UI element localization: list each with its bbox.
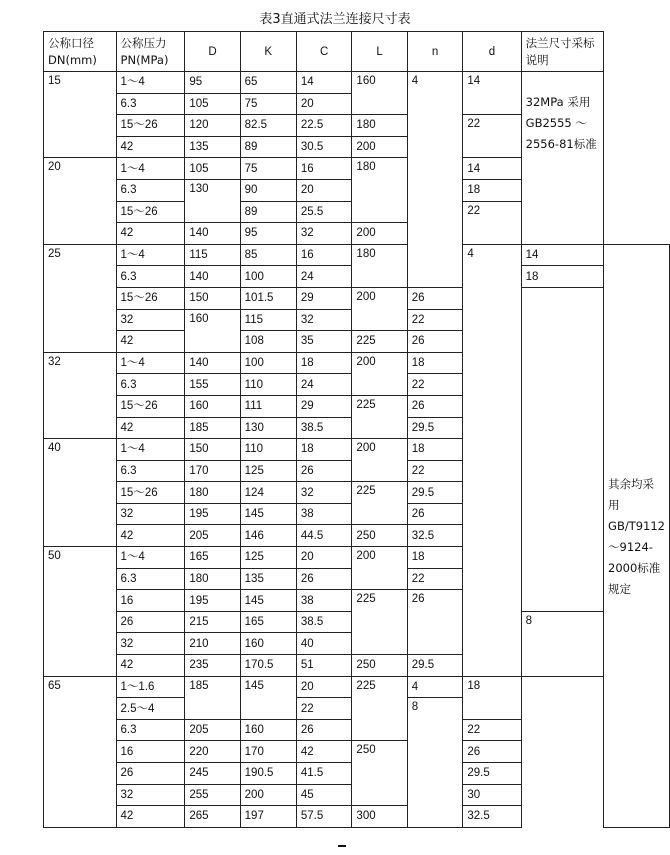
cell-pn: 6.3: [116, 719, 185, 741]
cell-K: 100: [240, 266, 296, 288]
table-row: [44, 525, 670, 547]
cell-pn: 42: [116, 806, 185, 828]
cell-pn: 42: [116, 417, 185, 439]
cell-D: 235: [185, 655, 240, 677]
cell-d: 29.5: [407, 417, 463, 439]
table-row: [44, 741, 670, 763]
cell-D: 265: [185, 806, 240, 828]
cell-C: 41.5: [296, 763, 352, 785]
cell-D: 170: [185, 460, 240, 482]
cell-K: 160: [240, 633, 296, 655]
cell-n: 4: [463, 244, 521, 676]
cell-D: 215: [185, 611, 240, 633]
cell-C: 44.5: [296, 525, 352, 547]
cell-D: 185: [185, 417, 240, 439]
cell-K: 101.5: [240, 287, 296, 309]
cell-C: 14: [296, 72, 352, 94]
cell-K: 75: [240, 93, 296, 115]
cell-C: 18: [296, 439, 352, 461]
cell-K: 145: [240, 676, 296, 719]
table-row: [44, 676, 670, 698]
cell-pn: 6.3: [116, 568, 185, 590]
cell-L: 180: [352, 115, 407, 137]
header-n: n: [407, 32, 463, 72]
cell-C: 40: [296, 633, 352, 655]
cell-C: 18: [296, 352, 352, 374]
cell-L: 225: [352, 676, 407, 741]
cell-n: 8: [521, 611, 603, 676]
table-row: [44, 547, 670, 569]
table-row: [44, 72, 670, 94]
cell-D: 180: [185, 568, 240, 590]
cell-d: 18: [463, 179, 521, 201]
cell-L: 180: [352, 158, 407, 223]
cell-D: 185: [185, 676, 240, 719]
cell-pn: 32: [116, 503, 185, 525]
cell-dn: 15: [44, 72, 117, 158]
cell-d: 29.5: [407, 482, 463, 504]
cell-C: 16: [296, 244, 352, 266]
cell-C: 22.5: [296, 115, 352, 137]
cell-C: 51: [296, 655, 352, 677]
cell-d: 22: [407, 309, 463, 331]
cell-d: 22: [463, 719, 521, 741]
cell-pn: 1～1.6: [116, 676, 185, 698]
cell-L: 200: [352, 352, 407, 395]
cell-C: 38.5: [296, 417, 352, 439]
cell-D: 120: [185, 115, 240, 137]
cell-C: 45: [296, 784, 352, 806]
cell-C: 32: [296, 482, 352, 504]
cell-C: 20: [296, 179, 352, 201]
cell-d: 26: [463, 741, 521, 763]
header-pn: 公称压力PN(MPa): [116, 32, 185, 72]
cell-dn: 25: [44, 244, 117, 352]
cell-K: 165: [240, 611, 296, 633]
cell-pn: 42: [116, 136, 185, 158]
cell-D: 140: [185, 352, 240, 374]
cell-d: 22: [407, 374, 463, 396]
cell-n: 4: [407, 676, 463, 698]
cell-L: 250: [352, 525, 407, 547]
cell-pn: 15～26: [116, 395, 185, 417]
cell-K: 90: [240, 179, 296, 201]
cell-C: 29: [296, 395, 352, 417]
cell-K: 145: [240, 503, 296, 525]
cell-K: 160: [240, 719, 296, 741]
cell-pn: 1～4: [116, 72, 185, 94]
table-row: [44, 287, 670, 309]
cell-K: 95: [240, 223, 296, 245]
cell-pn: 6.3: [116, 93, 185, 115]
cell-L: 250: [352, 741, 407, 806]
cell-dn: 20: [44, 158, 117, 244]
note-first: 32MPa 采用GB2555 ～ 2556-81标准: [521, 72, 603, 245]
table-row: [44, 590, 670, 612]
table-title: 表3直通式法兰连接尺寸表: [259, 12, 411, 27]
cell-D: 165: [185, 547, 240, 569]
cell-dn: 65: [44, 676, 117, 827]
header-d: d: [463, 32, 521, 72]
cell-d: 14: [521, 244, 603, 266]
cell-dn: 40: [44, 439, 117, 547]
page-footer-mark: [338, 845, 346, 847]
cell-K: 145: [240, 590, 296, 612]
cell-L: 225: [352, 331, 407, 353]
cell-K: 125: [240, 460, 296, 482]
cell-d: 18: [407, 352, 463, 374]
cell-D: 195: [185, 503, 240, 525]
cell-D: 180: [185, 482, 240, 504]
cell-d: 30: [463, 784, 521, 806]
cell-C: 30.5: [296, 136, 352, 158]
cell-K: 110: [240, 374, 296, 396]
cell-n: 4: [407, 72, 463, 288]
cell-D: 115: [185, 244, 240, 266]
cell-C: 26: [296, 460, 352, 482]
cell-pn: 6.3: [116, 266, 185, 288]
cell-L: 200: [352, 439, 407, 482]
cell-d: 22: [407, 568, 463, 590]
cell-pn: 1～4: [116, 158, 185, 180]
cell-K: 89: [240, 136, 296, 158]
cell-C: 25.5: [296, 201, 352, 223]
cell-C: 26: [296, 568, 352, 590]
cell-L: 200: [352, 287, 407, 330]
cell-C: 24: [296, 374, 352, 396]
cell-pn: 42: [116, 525, 185, 547]
cell-pn: 15～26: [116, 201, 185, 223]
cell-pn: 32: [116, 633, 185, 655]
cell-D: 245: [185, 763, 240, 785]
cell-dn: 50: [44, 547, 117, 677]
cell-pn: 42: [116, 223, 185, 245]
cell-C: 24: [296, 266, 352, 288]
cell-d: 26: [407, 395, 463, 417]
cell-d: 26: [407, 287, 463, 309]
cell-D: 155: [185, 374, 240, 396]
cell-d: 18: [407, 547, 463, 569]
cell-C: 20: [296, 547, 352, 569]
header-L: L: [352, 32, 407, 72]
cell-C: 32: [296, 223, 352, 245]
cell-D: 160: [185, 309, 240, 352]
cell-pn: 2.5～4: [116, 698, 185, 720]
cell-L: 160: [352, 72, 407, 115]
note-second: 其余均采用GB/T9112～9124-2000标准规定: [604, 244, 670, 827]
cell-D: 210: [185, 633, 240, 655]
cell-D: 135: [185, 136, 240, 158]
cell-C: 20: [296, 676, 352, 698]
cell-pn: 1～4: [116, 352, 185, 374]
cell-K: 65: [240, 72, 296, 94]
cell-D: 105: [185, 158, 240, 180]
cell-K: 100: [240, 352, 296, 374]
cell-D: 95: [185, 72, 240, 94]
cell-C: 38: [296, 590, 352, 612]
cell-D: 140: [185, 223, 240, 245]
cell-d: 22: [463, 201, 521, 244]
cell-D: 160: [185, 395, 240, 417]
cell-C: 35: [296, 331, 352, 353]
cell-K: 82.5: [240, 115, 296, 137]
cell-d: 26: [407, 590, 463, 655]
cell-L: 250: [352, 655, 407, 677]
cell-C: 32: [296, 309, 352, 331]
cell-C: 20: [296, 93, 352, 115]
cell-K: 170.5: [240, 655, 296, 677]
cell-d: 18: [463, 676, 521, 719]
cell-D: 205: [185, 719, 240, 741]
cell-pn: 15～26: [116, 115, 185, 137]
cell-K: 108: [240, 331, 296, 353]
cell-pn: 16: [116, 590, 185, 612]
cell-C: 22: [296, 698, 352, 720]
cell-pn: 42: [116, 331, 185, 353]
header-C: C: [296, 32, 352, 72]
cell-D: 195: [185, 590, 240, 612]
cell-K: 75: [240, 158, 296, 180]
cell-K: 124: [240, 482, 296, 504]
cell-D: 220: [185, 741, 240, 763]
cell-pn: 1～4: [116, 244, 185, 266]
cell-D: 140: [185, 266, 240, 288]
cell-K: 111: [240, 395, 296, 417]
table-row: [44, 331, 670, 353]
cell-K: 110: [240, 439, 296, 461]
cell-pn: 26: [116, 763, 185, 785]
cell-K: 89: [240, 201, 296, 223]
cell-K: 200: [240, 784, 296, 806]
cell-D: 255: [185, 784, 240, 806]
cell-D: 150: [185, 439, 240, 461]
header-row: [44, 32, 670, 72]
cell-K: 170: [240, 741, 296, 763]
cell-d: 14: [463, 72, 521, 115]
cell-D: 130: [185, 179, 240, 222]
cell-L: 225: [352, 482, 407, 525]
cell-d: 22: [463, 115, 521, 158]
cell-pn: 1～4: [116, 439, 185, 461]
cell-C: 42: [296, 741, 352, 763]
cell-dn: 32: [44, 352, 117, 438]
table-row: [44, 482, 670, 504]
cell-pn: 1～4: [116, 547, 185, 569]
cell-pn: 15～26: [116, 287, 185, 309]
cell-pn: 16: [116, 741, 185, 763]
cell-pn: 15～26: [116, 482, 185, 504]
cell-D: 205: [185, 525, 240, 547]
cell-L: 225: [352, 590, 407, 655]
cell-pn: 42: [116, 655, 185, 677]
cell-pn: 6.3: [116, 179, 185, 201]
cell-C: 38: [296, 503, 352, 525]
cell-L: 225: [352, 395, 407, 438]
cell-d: 26: [407, 503, 463, 525]
cell-D: 105: [185, 93, 240, 115]
header-dn: 公称口径DN(mm): [44, 32, 117, 72]
cell-n: 8: [407, 698, 463, 828]
cell-pn: 6.3: [116, 460, 185, 482]
header-D: D: [185, 32, 240, 72]
cell-C: 26: [296, 719, 352, 741]
cell-d: 32.5: [463, 806, 521, 828]
cell-C: 38.5: [296, 611, 352, 633]
cell-d: 29.5: [407, 655, 463, 677]
cell-d: 26: [407, 331, 463, 353]
header-note: 法兰尺寸采标说明: [521, 32, 603, 72]
cell-C: 57.5: [296, 806, 352, 828]
table-row: [44, 395, 670, 417]
cell-pn: 32: [116, 784, 185, 806]
table-row: [44, 806, 670, 828]
cell-d: 29.5: [463, 763, 521, 785]
cell-D: 150: [185, 287, 240, 309]
table-row: [44, 352, 670, 374]
flange-dimension-table: [43, 31, 670, 828]
cell-L: 200: [352, 547, 407, 590]
header-K: K: [240, 32, 296, 72]
cell-K: 135: [240, 568, 296, 590]
cell-K: 146: [240, 525, 296, 547]
cell-pn: 26: [116, 611, 185, 633]
cell-C: 16: [296, 158, 352, 180]
cell-K: 115: [240, 309, 296, 331]
cell-L: 300: [352, 806, 407, 828]
cell-d: 32.5: [407, 525, 463, 547]
cell-K: 130: [240, 417, 296, 439]
cell-pn: 6.3: [116, 374, 185, 396]
cell-K: 190.5: [240, 763, 296, 785]
cell-d: 14: [463, 158, 521, 180]
cell-d: 18: [407, 439, 463, 461]
cell-L: 200: [352, 136, 407, 158]
cell-L: 200: [352, 223, 407, 245]
cell-K: 125: [240, 547, 296, 569]
table-row: [44, 244, 670, 266]
table-row: [44, 439, 670, 461]
cell-K: 85: [240, 244, 296, 266]
cell-L: 180: [352, 244, 407, 287]
cell-K: 197: [240, 806, 296, 828]
cell-d: 22: [407, 460, 463, 482]
cell-pn: 32: [116, 309, 185, 331]
cell-d: 18: [521, 266, 603, 288]
cell-C: 29: [296, 287, 352, 309]
